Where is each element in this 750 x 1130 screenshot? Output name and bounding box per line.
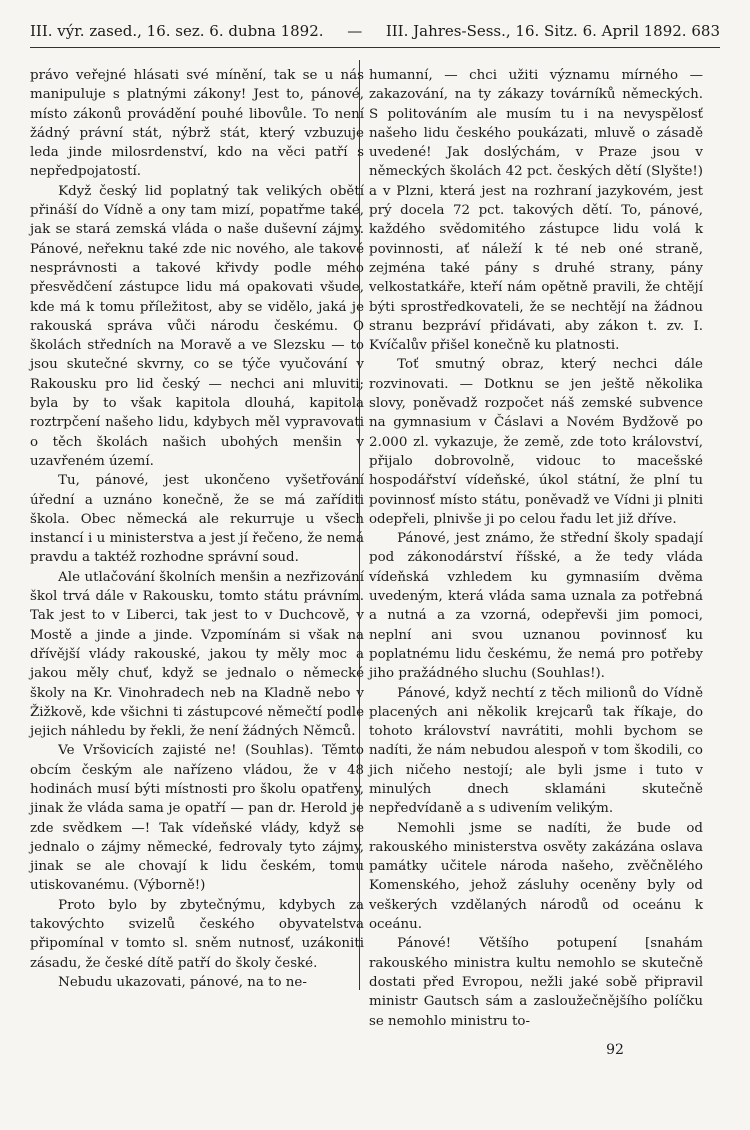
- paragraph: Nebudu ukazovati, pánové, na to ne-: [58, 974, 307, 990]
- header-separator: —: [347, 22, 363, 40]
- paragraph: Pánové! Většího potupení [snahám rakouského ministra kultu nemohlo se skutečně dostati před Evropou, nežli jaké sobě připravil ministr Gautsch sám a zasloužečnějšího políčku se nemohlo ministru to-: [369, 936, 703, 1029]
- page-header: [30, 18, 720, 44]
- left-column: [30, 66, 364, 992]
- header-right-german: [386, 18, 720, 44]
- paragraph: Pánové, když nechtí z těch milionů do Vídně placených ani několik krejcarů tak říkaje, do tohoto království navrátiti, mohli bychom se nadíti, že nám nebudou alespoň v tom škodili, co jich ničeho nestojí; ale byli jsme i tuto v minulých dnech sklamáni skutečně nepředvídaně a s udivením velikým.: [369, 685, 703, 817]
- right-column: [369, 66, 703, 1031]
- paragraph: humanní, — chci užiti významu mírného — zakazování, na ty zákazy továrníků německých. S politováním ale musím tu i na nevyspělosť našeho lidu českého poukázati, mluvě o zásadě uvedené! Jak doslýchám, v Praze jsou v německých školách 42 pct. českých dětí (Slyšte!) a v Plzni, která jest na rozhraní jazykovém, jest prý docela 72 pct. takových dětí. To, pánové, každého svědomitého zástupce lidu volá k povinnosti, ať náleží k té neb oné straně, zejména také pány s druhé strany, pány velkostatkáře, kteří nám opětně pravili, že chtějí býti sprostředkovateli, že se nechtějí na žádnou stranu bezpráví přidávati, aby zákon t. zv. I. Kvíčalův přišel konečně ku platnosti.: [369, 68, 703, 354]
- paragraph: Když český lid poplatný tak velikých obětí přináší do Vídně a ony tam mizí, popatřme také, jak se stará zemská vláda o naše duševní zájmy. Pánové, neřeknu také zde nic nového, ale takové nesprávnosti a takové křivdy podle mého přesvědčení zástupce lidu má opakovati všude, kde má k tomu příležitost, aby se vidělo, jaká je rakouská správa vůči národu českému. O školách středních na Moravě a ve Slezsku — to jsou skutečné skvrny, co se týče vyučování v Rakousku pro lid český — nechci ani mluviti; byla by to však kapitola dlouhá, kapitola roztrpčení našeho lidu, kdybych měl vypravovati o těch školách našich ubohých menšin v uzavřeném území.: [30, 183, 364, 469]
- header-page-number: 683: [691, 22, 720, 40]
- paragraph: Pánové, jest známo, že střední školy spadají pod zákonodárství říšské, a že tedy vláda vídeňská vzhledem ku gymnasiím dvěma uvedeným, která vláda sama uznala za potřebná a nutná a za vzorná, odepřevši jim pomoci, neplní ani svou uznanou povinnosť ku poplatnému lidu českému, že nemá pro potřeby jiho pražádného sluchu (Souhlas!).: [369, 531, 703, 682]
- header-rule: [30, 47, 720, 48]
- column-divider: [359, 60, 360, 990]
- paragraph: Proto bylo by zbytečnýmu, kdybych za takovýchto svizelů českého obyvatelstva připomínal v tomto sl. sněm nutnosť, uzákoniti zásadu, že české dítě patří do školy české.: [30, 897, 364, 971]
- paragraph: Toť smutný obraz, který nechci dále rozvinovati. — Dotknu se jen ještě několika slovy, poněvadž rozpočet náš zemské subvence na gymnasium v Čáslavi a Novém Bydžově po 2.000 zl. vykazuje, že země, zde toto království, přijalo dobrovolně, vidouc to macešské hospodářství vídeňské, úkol státní, že plní tu povinnosť místo státu, poněvadž ve Vídni ji plniti odepřeli, plnivše ji po celou řadu let již dříve.: [369, 357, 703, 527]
- paragraph: Ve Vršovicích zajisté ne! (Souhlas). Těmto obcím českým ale nařízeno vládou, že v 48 hodinách musí býti místnosti pro školu opatřeny, jinak že vláda sama je opatří — pan dr. Herold je zde svědkem —! Tak vídeňské vlády, když se jednalo o zájmy německé, fedrovaly tyto zájmy, jinak se ale chovají k lidu českém, tomu utiskovanému. (Výborně!): [30, 743, 364, 894]
- header-right-text: III. Jahres-Sess., 16. Sitz. 6. April 1892.: [385, 22, 687, 40]
- paragraph: Nemohli jsme se nadíti, že bude od rakouského ministerstva osvěty zakázána oslava památky učitele národa našeho, zvěčnělého Komenského, jehož zásluhy oceněny byly od veškerých vzdělaných národů od oceánu k oceánu.: [369, 820, 703, 933]
- paragraph: právo veřejné hlásati své mínění, tak se u nás manipuluje s platnými zákony! Jest to, pánové, místo zákonů provádění pouhé libovůle. To není žádný právní stát, nýbrž stát, který vzbuzuje leda jinde milosrdenství, kdo na věci patří s nepředpojatostí.: [30, 68, 364, 180]
- paragraph: Tu, pánové, jest ukončeno vyšetřování úřední a uznáno konečně, že se má zaříditi škola. Obec německá ale rekurruje u všech instancí i u ministerstva a jest jí řečeno, že nemá pravdu a taktéž rozhodne správní soud.: [30, 473, 364, 566]
- page-number-footer: 92: [606, 1042, 624, 1058]
- header-left-czech: III. výr. zased., 16. sez. 6. dubna 1892.: [30, 22, 324, 40]
- paragraph: Ale utlačování školních menšin a nezřizování škol trvá dále v Rakousku, tomto státu právním. Tak jest to v Liberci, tak jest to v Duchcově, v Mostě a jinde a jinde. Vzpomínám si však na dřívější vlády rakouské, jakou ty měly moc a jakou měly chuť, když se jednalo o německé školy na Kr. Vinohradech neb na Kladně nebo v Žižkově, kde všichni ti zástupcové němečtí podle jejich náhledu by řekli, že není žádných Němců.: [30, 569, 364, 740]
